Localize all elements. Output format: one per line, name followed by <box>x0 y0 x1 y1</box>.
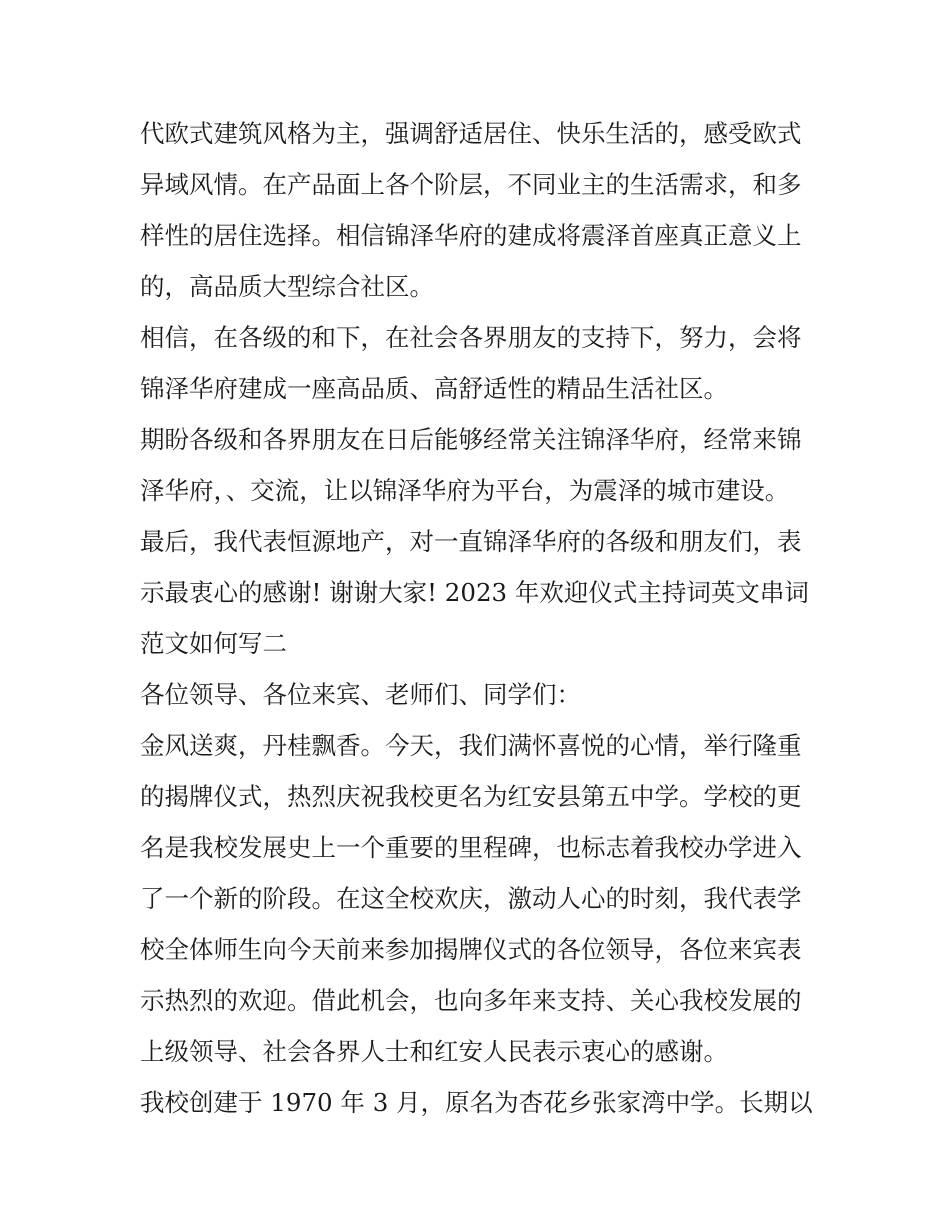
text-line: 示热烈的欢迎。借此机会，也向多年来支持、关心我校发展的 <box>140 986 802 1015</box>
text-line: 期盼各级和各界朋友在日后能够经常关注锦泽华府，经常来锦 <box>140 425 802 454</box>
text-line: 了一个新的阶段。在这全校欢庆，激动人心的时刻，我代表学 <box>140 884 802 913</box>
text-line: 金风送爽，丹桂飘香。今天，我们满怀喜悦的心情，举行隆重 <box>140 731 802 760</box>
text-line: 样性的居住选择。相信锦泽华府的建成将震泽首座真正意义上 <box>140 221 802 250</box>
text-line: 校全体师生向今天前来参加揭牌仪式的各位领导，各位来宾表 <box>140 935 802 964</box>
text-line: 的，高品质大型综合社区。 <box>140 272 434 301</box>
text-line: 范文如何写二 <box>140 629 287 658</box>
text-line: 我校创建于 1970 年 3 月，原名为杏花乡张家湾中学。长期以 <box>140 1088 813 1117</box>
text-line: 异域风情。在产品面上各个阶层，不同业主的生活需求，和多 <box>140 170 802 199</box>
text-line: 示最衷心的感谢! 谢谢大家! 2023 年欢迎仪式主持词英文串词 <box>140 578 809 607</box>
text-line: 各位领导、各位来宾、老师们、同学们： <box>140 680 581 709</box>
document-body <box>140 108 820 1128</box>
text-line: 最后，我代表恒源地产，对一直锦泽华府的各级和朋友们，表 <box>140 527 802 556</box>
text-line: 名是我校发展史上一个重要的里程碑，也标志着我校办学进入 <box>140 833 802 862</box>
text-line: 代欧式建筑风格为主，强调舒适居住、快乐生活的，感受欧式 <box>140 119 802 148</box>
text-line: 锦泽华府建成一座高品质、高舒适性的精品生活社区。 <box>140 374 728 403</box>
text-line: 的揭牌仪式，热烈庆祝我校更名为红安县第五中学。学校的更 <box>140 782 802 811</box>
text-line: 泽华府，、交流，让以锦泽华府为平台，为震泽的城市建设。 <box>140 476 790 505</box>
text-line: 上级领导、社会各界人士和红安人民表示衷心的感谢。 <box>140 1037 728 1066</box>
text-line: 相信，在各级的和下，在社会各界朋友的支持下，努力，会将 <box>140 323 802 352</box>
